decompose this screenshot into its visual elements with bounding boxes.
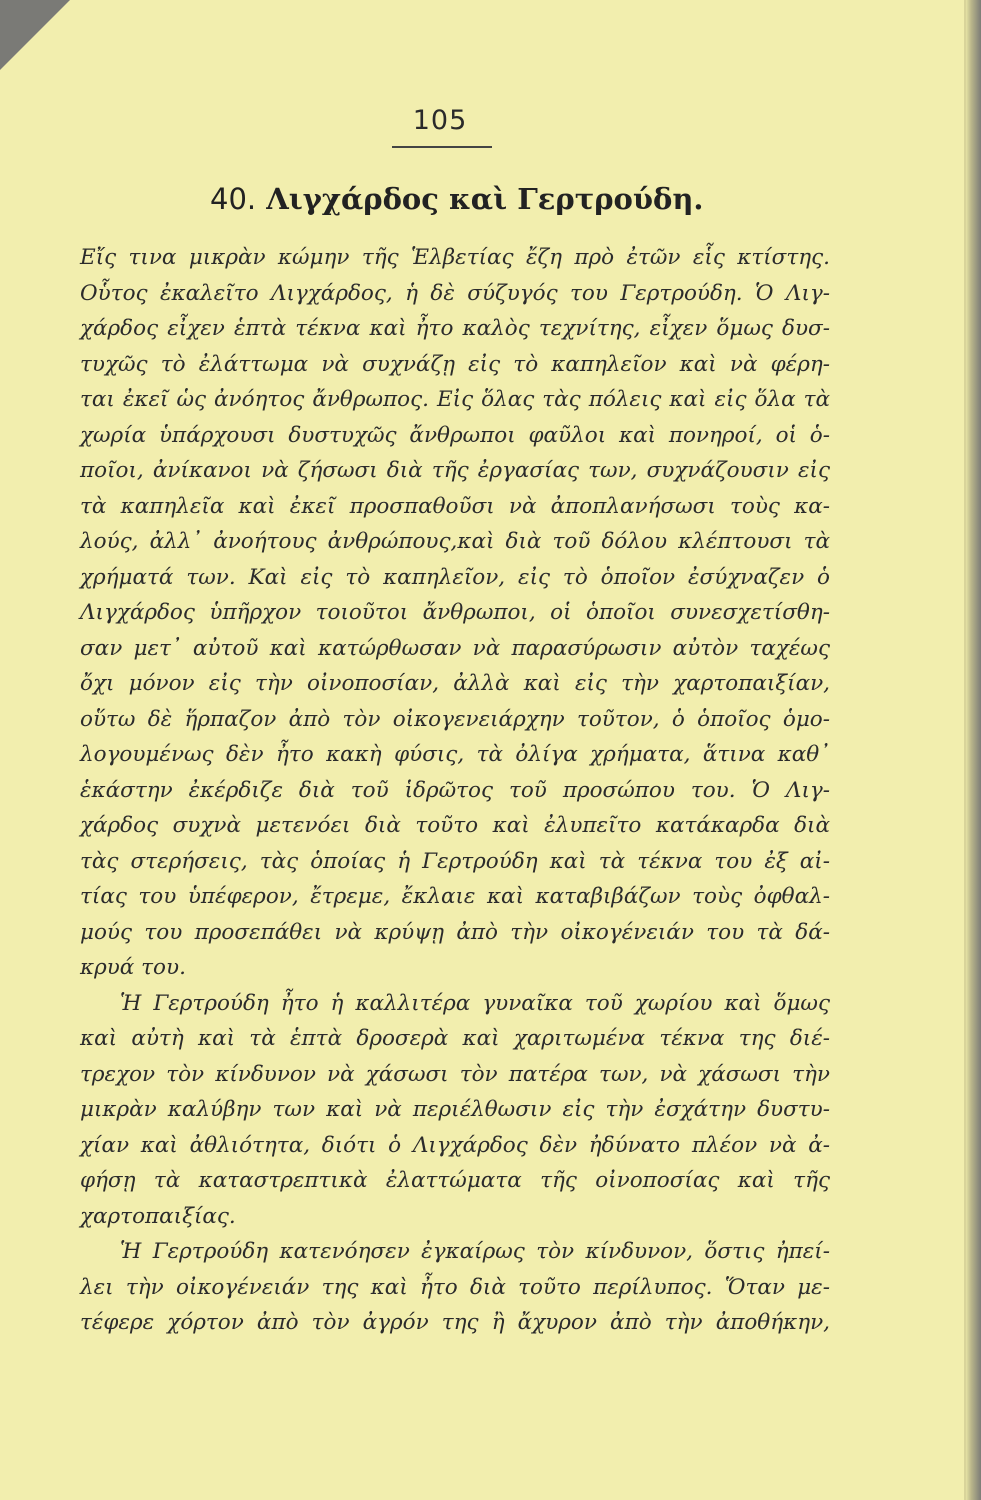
text-line: χάρδος συχνὰ μετενόει διὰ τοῦτο καὶ ἐλυπεῖτο κατάκαρδα διὰ <box>80 813 830 838</box>
text-line: Εἴς τινα μικρὰν κώμην τῆς Ἑλβετίας ἔζη πρὸ ἐτῶν εἷς κτίστης. <box>80 245 830 270</box>
text-line: Οὗτος ἐκαλεῖτο Λιγχάρδος, ἡ δὲ σύζυγός του Γερτρούδη. Ὁ Λιγ- <box>80 280 830 306</box>
text-line: μούς του προσεπάθει νὰ κρύψῃ ἀπὸ τὴν οἰκογένειάν του τὰ δά- <box>80 919 830 945</box>
page-number: 105 <box>412 105 468 136</box>
text-line: ται ἐκεῖ ὡς ἀνόητος ἄνθρωπος. Εἰς ὅλας τὰς πόλεις καὶ εἰς ὅλα τὰ <box>80 387 830 412</box>
page-edge <box>966 0 981 1500</box>
text-line: τὰ καπηλεῖα καὶ ἐκεῖ προσπαθοῦσι νὰ ἀποπλανήσωσι τοὺς κα- <box>80 493 830 519</box>
text-line: τὰς στερήσεις, τὰς ὁποίας ἡ Γερτρούδη καὶ τὰ τέκνα του ἐξ αἰ- <box>80 848 830 874</box>
text-line: ποῖοι, ἀνίκανοι νὰ ζήσωσι διὰ τῆς ἐργασίας των, συχνάζουσιν εἰς <box>80 458 830 483</box>
text-line: Ἡ Γερτρούδη κατενόησεν ἐγκαίρως τὸν κίνδυνον, ὅστις ἠπεί- <box>120 1239 830 1264</box>
page-corner <box>0 0 70 70</box>
text-line: τέφερε χόρτον ἀπὸ τὸν ἀγρόν της ἢ ἄχυρον ἀπὸ τὴν ἀποθήκην, <box>80 1310 830 1335</box>
text-line: λούς, ἀλλ᾿ ἀνοήτους ἀνθρώπους,καὶ διὰ τοῦ δόλου κλέπτουσι τὰ <box>80 529 830 554</box>
text-line: χρήματά των. Καὶ εἰς τὸ καπηλεῖον, εἰς τὸ ὁποῖον ἐσύχναζεν ὁ <box>80 564 830 590</box>
text-line: κρυά του. <box>80 955 186 980</box>
text-line: φήσῃ τὰ καταστρεπτικὰ ἐλαττώματα τῆς οἰνοποσίας καὶ τῆς <box>80 1168 830 1193</box>
text-line: ἑκάστην ἐκέρδιζε διὰ τοῦ ἱδρῶτος τοῦ προσώπου του. Ὁ Λιγ- <box>80 777 830 803</box>
chapter-title <box>210 182 730 216</box>
text-line: χαρτοπαιξίας. <box>80 1203 236 1229</box>
text-line: τυχῶς τὸ ἐλάττωμα νὰ συχνάζῃ εἰς τὸ καπηλεῖον καὶ νὰ φέρη- <box>80 351 830 377</box>
page-number-rule <box>392 146 492 148</box>
chapter-number: 40. <box>210 182 257 216</box>
text-line: Ἡ Γερτρούδη ἦτο ἡ καλλιτέρα γυναῖκα τοῦ χωρίου καὶ ὅμως <box>120 990 830 1016</box>
text-line: χίαν καὶ ἀθλιότητα, διότι ὁ Λιγχάρδος δὲν ἠδύνατο πλέον νὰ ἀ- <box>80 1132 830 1158</box>
text-line: τίας του ὑπέφερον, ἔτρεμε, ἔκλαιε καὶ καταβιβάζων τοὺς ὀφθαλ- <box>80 884 830 909</box>
text-line: χωρία ὑπάρχουσι δυστυχῶς ἄνθρωποι φαῦλοι καὶ πονηροί, οἱ ὁ- <box>80 422 830 448</box>
text-line: λει τὴν οἰκογένειάν της καὶ ἦτο διὰ τοῦτο περίλυπος. Ὅταν με- <box>80 1274 830 1300</box>
text-line: μικρὰν καλύβην των καὶ νὰ περιέλθωσιν εἰς τὴν ἐσχάτην δυστυ- <box>80 1097 830 1122</box>
text-line: τρεχον τὸν κίνδυνον νὰ χάσωσι τὸν πατέρα των, νὰ χάσωσι τὴν <box>80 1061 830 1087</box>
text-line: καὶ αὐτὴ καὶ τὰ ἑπτὰ δροσερὰ καὶ χαριτωμένα τέκνα της διέ- <box>80 1026 830 1051</box>
text-line: οὕτω δὲ ἥρπαζον ἀπὸ τὸν οἰκογενειάρχην τοῦτον, ὁ ὁποῖος ὁμο- <box>80 706 830 732</box>
body-text <box>80 240 830 1341</box>
text-line: λογουμένως δὲν ἦτο κακὴ φύσις, τὰ ὀλίγα χρήματα, ἅτινα καθ᾿ <box>80 742 830 767</box>
text-line: Λιγχάρδος ὑπῆρχον τοιοῦτοι ἄνθρωποι, οἱ ὁποῖοι συνεσχετίσθη- <box>80 600 830 625</box>
text-line: σαν μετ᾿ αὐτοῦ καὶ κατώρθωσαν νὰ παρασύρωσιν αὐτὸν ταχέως <box>80 635 830 661</box>
text-line: χάρδος εἶχεν ἑπτὰ τέκνα καὶ ἦτο καλὸς τεχνίτης, εἶχεν ὅμως δυσ- <box>80 316 830 341</box>
chapter-title-text: Λιγχάρδος καὶ Γερτρούδη. <box>266 182 704 216</box>
text-line: ὄχι μόνον εἰς τὴν οἰνοποσίαν, ἀλλὰ καὶ εἰς τὴν χαρτοπαιξίαν, <box>80 671 830 696</box>
